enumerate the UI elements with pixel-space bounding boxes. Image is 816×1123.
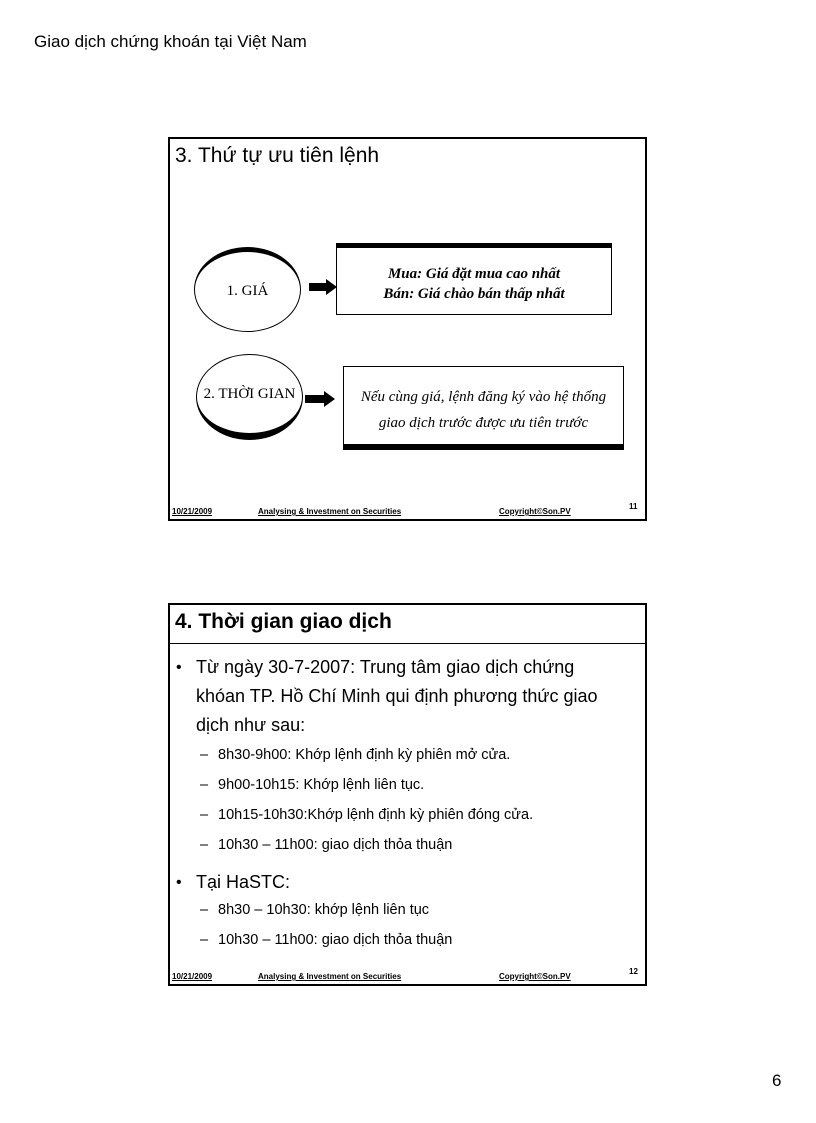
sub-item-text: 10h30 – 11h00: giao dịch thỏa thuận [218, 932, 453, 948]
page-header: Giao dịch chứng khoán tại Việt Nam [34, 32, 307, 51]
right-arrow-icon [309, 279, 337, 295]
list-item [200, 932, 452, 948]
sub-item-text: 10h30 – 11h00: giao dịch thỏa thuận [218, 837, 453, 853]
sub-item-text: 8h30-9h00: Khớp lệnh định kỳ phiên mở cửa. [218, 747, 511, 763]
time-rule-line2: giao dịch trước được ưu tiên trước [378, 415, 589, 431]
bullet-hose [176, 653, 626, 740]
dash-icon: – [200, 902, 209, 918]
dash-icon: – [200, 777, 209, 793]
dash-icon: – [200, 932, 209, 948]
sell-rule: Bán: Giá chào bán thấp nhất [383, 286, 565, 302]
slide-number: 11 [629, 502, 638, 511]
footer-title: Analysing & Investment on Securities [258, 972, 402, 981]
title-divider [170, 643, 645, 644]
slide-number: 12 [629, 967, 638, 976]
footer-title: Analysing & Investment on Securities [258, 507, 402, 516]
right-arrow-icon [305, 391, 335, 407]
time-rule-line1: Nếu cùng giá, lệnh đăng ký vào hệ thống [360, 389, 607, 405]
sub-item-text: 8h30 – 10h30: khớp lệnh liên tục [218, 902, 430, 918]
price-priority-box [336, 243, 612, 315]
dash-icon: – [200, 837, 209, 853]
slide-footer [170, 502, 645, 519]
price-label: 1. GIÁ [226, 283, 269, 299]
list-item [200, 902, 429, 918]
buy-rule: Mua: Giá đặt mua cao nhất [387, 266, 561, 282]
page-number: 6 [772, 1071, 782, 1090]
slide-11 [168, 137, 647, 521]
footer-copyright: Copyright©Son.PV [499, 507, 571, 516]
bullet-icon: • [176, 659, 182, 676]
sub-item-text: 9h00-10h15: Khớp lệnh liên tục. [218, 777, 425, 793]
price-ellipse [194, 247, 301, 332]
bullet-hastc [176, 868, 626, 897]
time-label: 2. THỜI GIAN [203, 385, 296, 402]
dash-icon: – [200, 807, 209, 823]
slide-12 [168, 603, 647, 986]
time-priority-box [343, 366, 624, 450]
bullet-icon: • [176, 874, 182, 891]
slide-footer [170, 967, 645, 984]
bullet-text: Từ ngày 30-7-2007: Trung tâm giao dịch chứng khóan TP. Hồ Chí Minh qui định phương thức giao dịch như sau: [196, 657, 598, 735]
bullet-text: Tại HaSTC: [196, 872, 291, 892]
list-item [200, 807, 533, 823]
footer-copyright: Copyright©Son.PV [499, 972, 571, 981]
list-item [200, 837, 452, 853]
sub-item-text: 10h15-10h30:Khớp lệnh định kỳ phiên đóng cửa. [218, 807, 534, 823]
list-item [200, 777, 424, 793]
slide-title: 3. Thứ tự ưu tiên lệnh [175, 144, 380, 167]
list-item [200, 747, 510, 763]
slide-title: 4. Thời gian giao dịch [175, 610, 392, 633]
footer-date: 10/21/2009 [172, 972, 213, 981]
dash-icon: – [200, 747, 209, 763]
footer-date: 10/21/2009 [172, 507, 213, 516]
time-ellipse [196, 354, 303, 440]
